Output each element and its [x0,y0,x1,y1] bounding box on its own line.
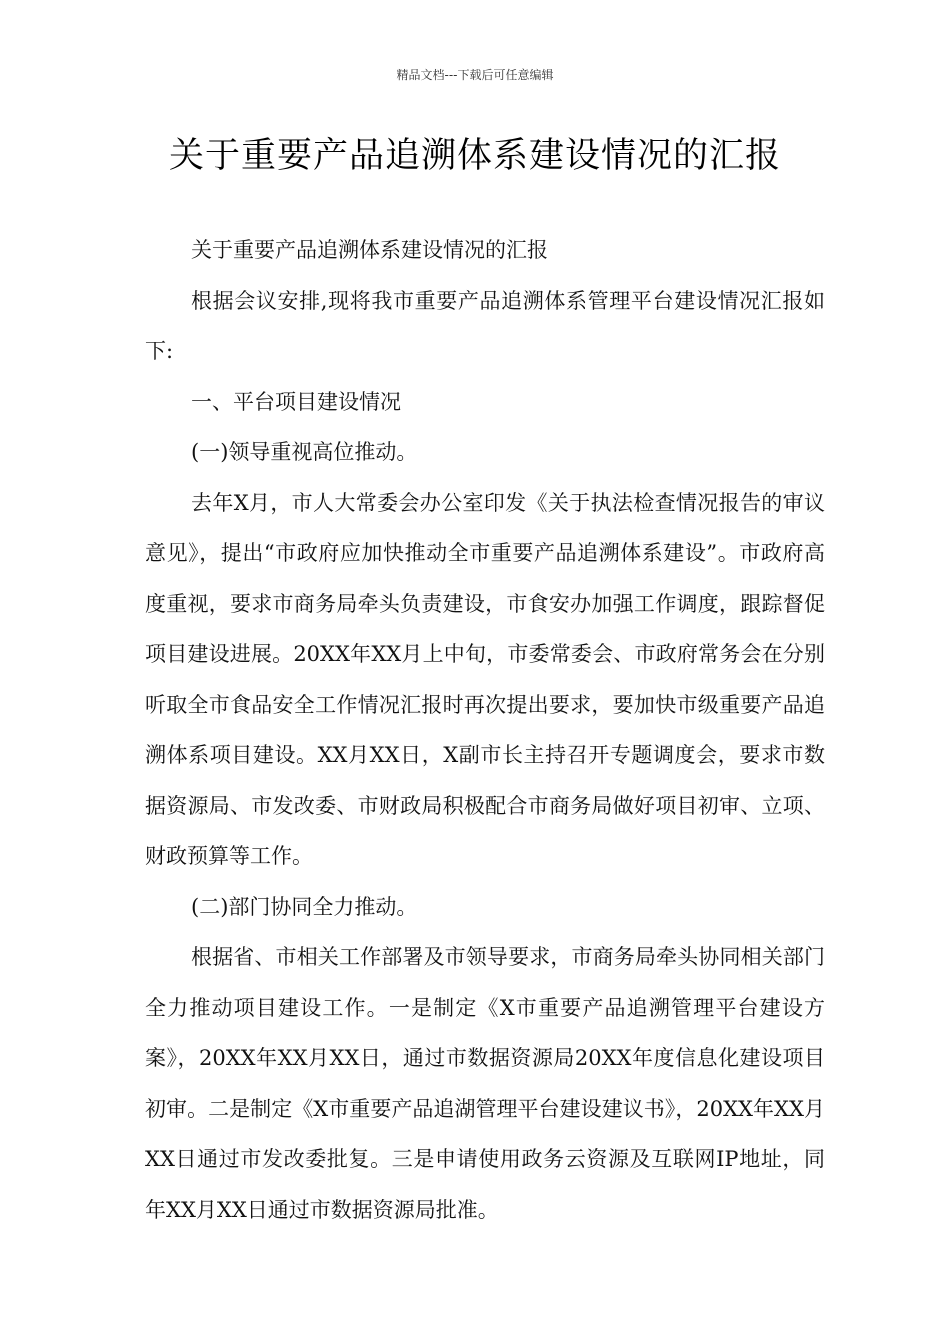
subsection-heading-2: (二)部门协同全力推动。 [191,894,418,919]
document-body [145,225,825,1235]
section-heading-1: 一、平台项目建设情况 [191,389,401,414]
header-note: 精品文档---下载后可任意编辑 [396,68,554,82]
paragraph-subtitle: 关于重要产品追溯体系建设情况的汇报 [191,238,548,262]
subsection-heading-1: (一)领导重视高位推动。 [191,440,418,464]
document-title: 关于重要产品追溯体系建设情况的汇报 [168,136,781,176]
paragraph-body-1: 去年X月，市人大常委会办公室印发《关于执法检查情况报告的审议意见》，提出“市政府应加快推动全市重要产品追溯体系建设”。市政府高度重视，要求市商务局牵头负责建设，市食安办加强工作调度，跟踪督促项目建设进展。20XX年XX月上中旬，市委常委会、市政府常务会在分别听取全市食品安全工作情况汇报时再次提出要求，要加快市级重要产品追溯体系项目建设。XX月XX日，X副市长主持召开专题调度会，要求市数据资源局、市发改委、市财政局积极配合市商务局做好项目初审、立项、财政预算等工作。 [145,490,825,868]
paragraph-body-2: 根据省、市相关工作部署及市领导要求，市商务局牵头协同相关部门全力推动项目建设工作。一是制定《X市重要产品追溯管理平台建设方案》，20XX年XX月XX日，通过市数据资源局20XX年度信息化建设项目初审。二是制定《X市重要产品追湖管理平台建设建议书》，20XX年XX月XX日通过市发改委批复。三是申请使用政务云资源及互联网IP地址，同年XX月XX日通过市数据资源局批准。 [145,945,825,1222]
paragraph-intro: 根据会议安排,现将我市重要产品追溯体系管理平台建设情况汇报如下: [145,288,825,363]
